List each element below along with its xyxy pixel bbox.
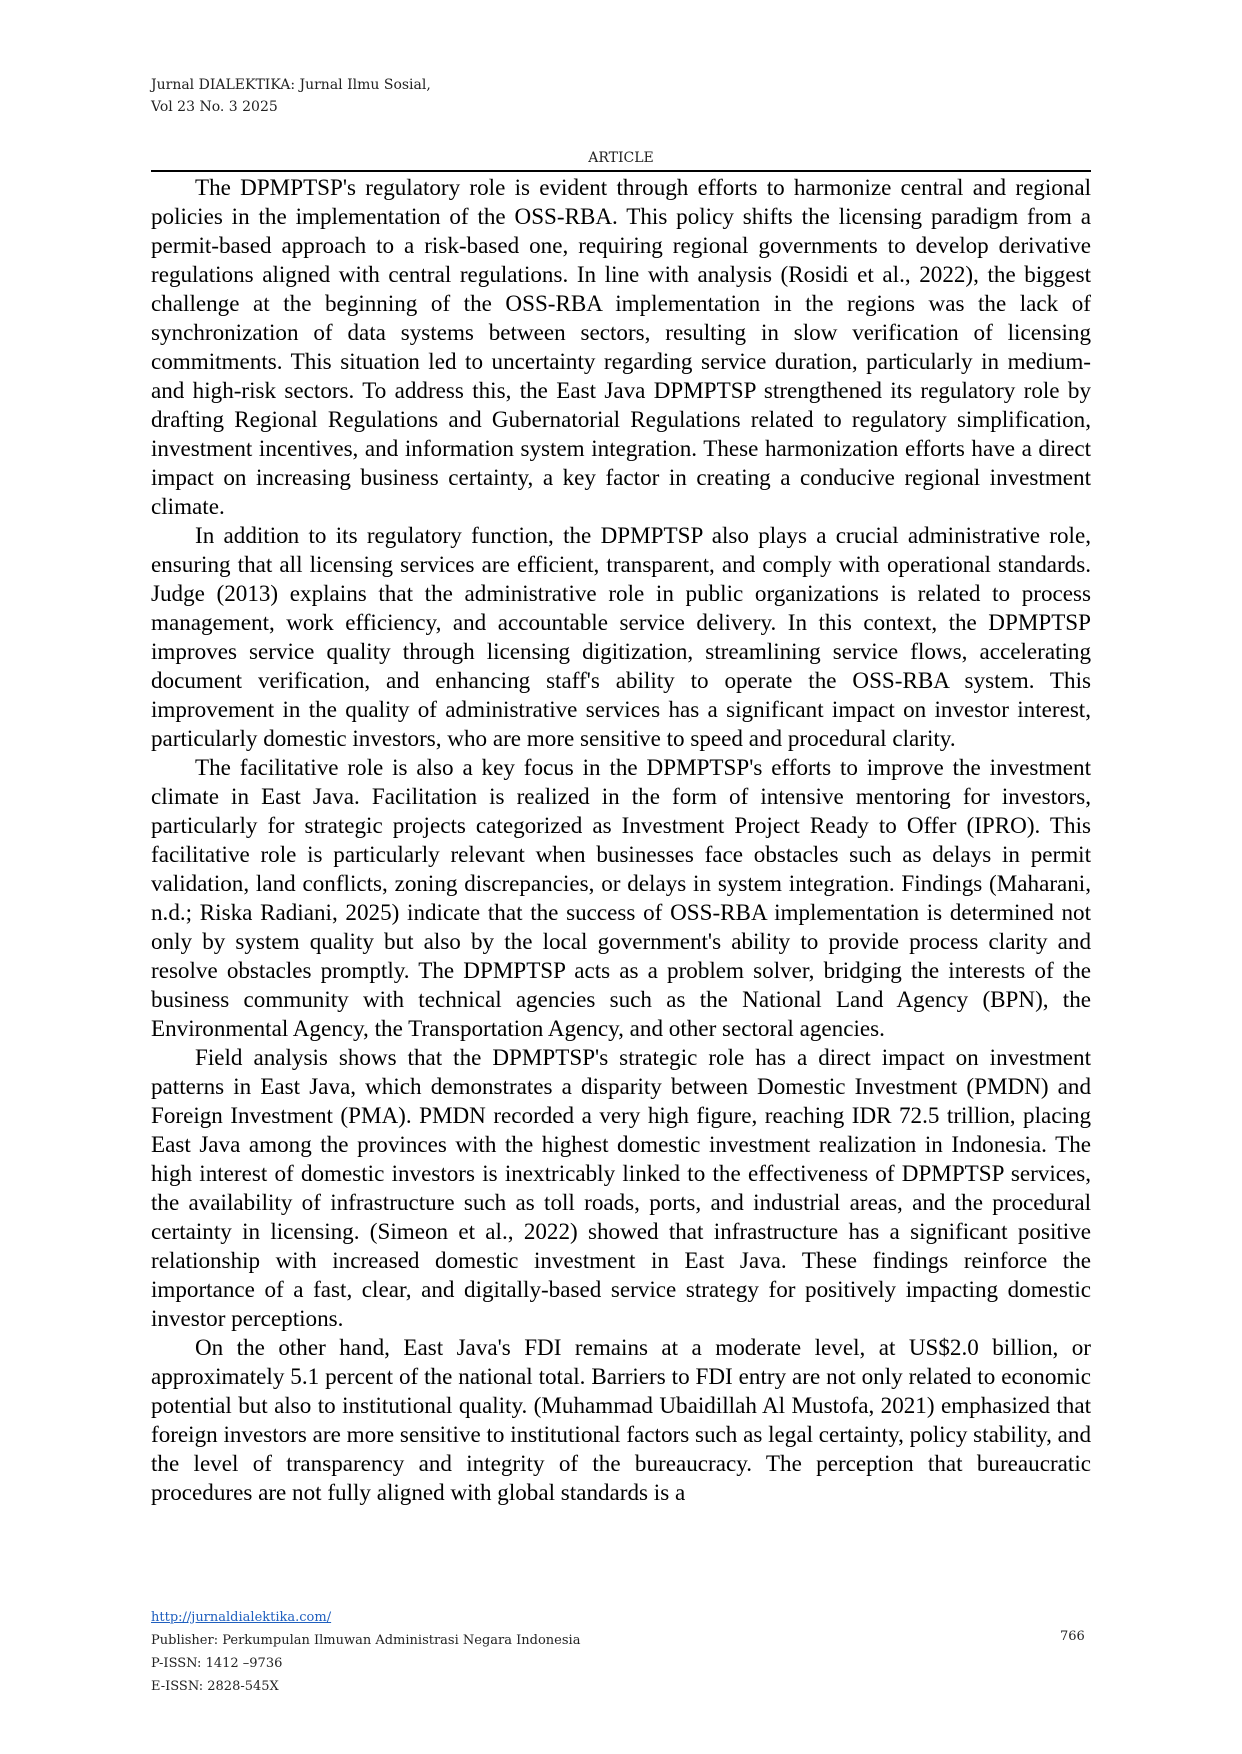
journal-header (151, 74, 431, 118)
section-label: ARTICLE (588, 150, 654, 166)
e-issn: E-ISSN: 2828-545X (151, 1679, 279, 1694)
journal-url-link[interactable]: http://jurnaldialektika.com/ (151, 1610, 332, 1625)
paragraph-fdi: On the other hand, East Java's FDI remains at a moderate level, at US$2.0 billion, or approximately 5.1 percent of the national total. Barriers to FDI entry are not only related to economic potential but also to institutional quality. (Muhammad Ubaidillah Al Mustofa, 2021) emphasized that foreign investors are more sensitive to institutional factors such as legal certainty, policy stability, and the level of transparency and integrity of the bureaucracy. The perception that bureaucratic procedures are not fully aligned with global standards is a (151, 1334, 1091, 1505)
p-issn: P-ISSN: 1412 –9736 (151, 1656, 283, 1671)
article-body (151, 173, 1091, 1507)
paragraph-field-analysis: Field analysis shows that the DPMPTSP's strategic role has a direct impact on investment patterns in East Java, which demonstrates a disparity between Domestic Investment (PMDN) and Foreign Investment (PMA). PMDN recorded a very high figure, reaching IDR 72.5 trillion, placing East Java among the provinces with the highest domestic investment realization in Indonesia. The high interest of domestic investors is inextricably linked to the effectiveness of DPMPTSP services, the availability of infrastructure such as toll roads, ports, and industrial areas, and the procedural certainty in licensing. (Simeon et al., 2022) showed that infrastructure has a significant positive relationship with increased domestic investment in East Java. These findings reinforce the importance of a fast, clear, and digitally-based service strategy for positively impacting domestic investor perceptions. (151, 1044, 1091, 1331)
paragraph-administrative-role: In addition to its regulatory function, the DPMPTSP also plays a crucial administrative role, ensuring that all licensing services are efficient, transparent, and comply with operational standards. Judge (2013) explains that the administrative role in public organizations is related to process management, work efficiency, and accountable service delivery. In this context, the DPMPTSP improves service quality through licensing digitization, streamlining service flows, accelerating document verification, and enhancing staff's ability to operate the OSS-RBA system. This improvement in the quality of administrative services has a significant impact on investor interest, particularly domestic investors, who are more sensitive to speed and procedural clarity. (151, 522, 1091, 751)
header-divider (151, 170, 1091, 172)
paragraph-facilitative-role: The facilitative role is also a key focus in the DPMPTSP's efforts to improve the investment climate in East Java. Facilitation is realized in the form of intensive mentoring for investors, particularly for strategic projects categorized as Investment Project Ready to Offer (IPRO). This facilitative role is particularly relevant when businesses face obstacles such as delays in permit validation, land conflicts, zoning discrepancies, or delays in system integration. Findings (Maharani, n.d.; Riska Radiani, 2025) indicate that the success of OSS-RBA implementation is determined not only by system quality but also by the local government's ability to provide process clarity and resolve obstacles promptly. The DPMPTSP acts as a problem solver, bridging the interests of the business community with technical agencies such as the National Land Agency (BPN), the Environmental Agency, the Transportation Agency, and other sectoral agencies. (151, 754, 1091, 1041)
paragraph-regulatory-role: The DPMPTSP's regulatory role is evident through efforts to harmonize central and regional policies in the implementation of the OSS-RBA. This policy shifts the licensing paradigm from a permit-based approach to a risk-based one, requiring regional governments to develop derivative regulations aligned with central regulations. In line with analysis (Rosidi et al., 2022), the biggest challenge at the beginning of the OSS-RBA implementation in the regions was the lack of synchronization of data systems between sectors, resulting in slow verification of licensing commitments. This situation led to uncertainty regarding service duration, particularly in medium- and high-risk sectors. To address this, the East Java DPMPTSP strengthened its regulatory role by drafting Regional Regulations and Gubernatorial Regulations related to regulatory simplification, investment incentives, and information system integration. These harmonization efforts have a direct impact on increasing business certainty, a key factor in creating a conducive regional investment climate. (151, 174, 1091, 519)
publisher-line: Publisher: Perkumpulan Ilmuwan Administrasi Negara Indonesia (151, 1633, 581, 1648)
page-number: 766 (1060, 1629, 1085, 1644)
page-footer (151, 1606, 1091, 1698)
journal-title: Jurnal DIALEKTIKA: Jurnal Ilmu Sosial, (151, 77, 431, 93)
journal-volume: Vol 23 No. 3 2025 (151, 99, 278, 115)
